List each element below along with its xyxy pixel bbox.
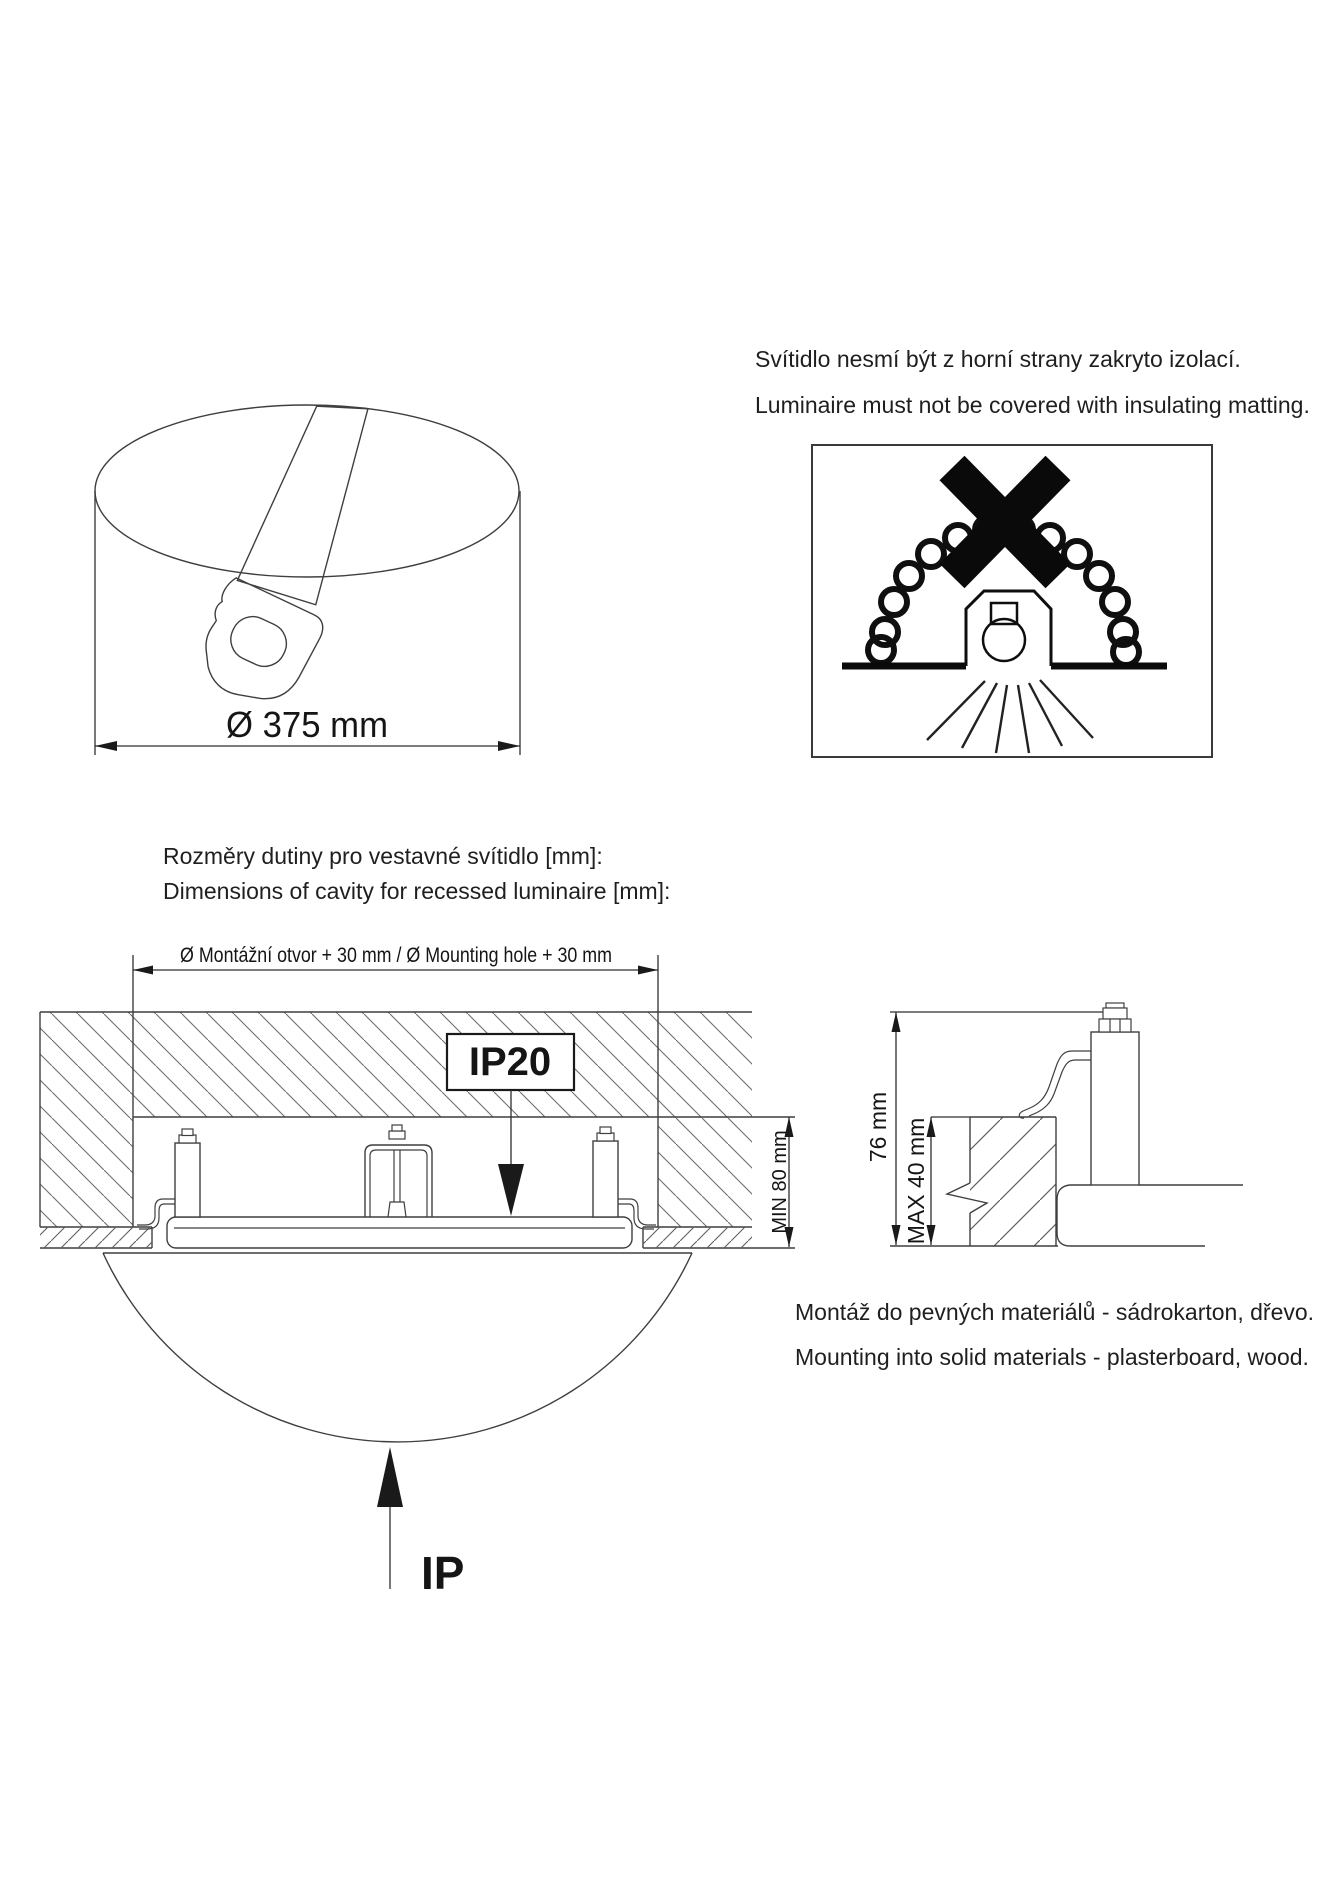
hole-diameter-label: Ø 375 mm <box>226 704 388 745</box>
cut-cylinder <box>95 405 520 755</box>
screw-post-left <box>175 1129 200 1217</box>
insulation-note-cs: Svítidlo nesmí být z horní strany zakryto izolací. <box>755 346 1241 372</box>
luminaire-body <box>103 1125 692 1442</box>
detail-luminaire-body <box>1057 1185 1243 1246</box>
ip20-badge <box>447 1034 574 1216</box>
hand-saw-icon <box>191 383 400 715</box>
ip-label: IP <box>421 1547 465 1599</box>
insulation-note-en: Luminaire must not be covered with insulating matting. <box>755 392 1310 418</box>
ip20-arrow-icon <box>498 1164 524 1216</box>
hole-diameter-dimension <box>95 704 520 751</box>
screw-post-right <box>593 1127 618 1217</box>
mounting-hole-label: Ø Montážní otvor + 30 mm / Ø Mounting hole + 30 mm <box>180 944 612 967</box>
mounting-note-en: Mounting into solid materials - plasterboard, wood. <box>795 1344 1309 1370</box>
centre-bracket <box>365 1125 432 1217</box>
ip-pointer <box>377 1447 464 1599</box>
total-height-label: 76 mm <box>865 1091 891 1163</box>
ip-up-arrow-icon <box>377 1447 403 1507</box>
min-depth-label: MIN 80 mm <box>769 1130 791 1234</box>
ceiling-cross-section <box>25 925 815 1625</box>
mounting-note-cs: Montáž do pevných materiálů - sádrokarton, dřevo. <box>795 1299 1315 1325</box>
detail-spring-clip <box>1019 1051 1091 1118</box>
ip20-label: IP20 <box>468 1040 552 1084</box>
max-board-label: MAX 40 mm <box>903 1117 929 1245</box>
min-depth-dimension <box>769 1117 794 1247</box>
hole-cutting-diagram <box>30 320 550 780</box>
no-insulation-pictogram <box>805 438 1220 768</box>
max-board-dimension <box>903 1117 970 1245</box>
mounting-hole-dimension <box>133 944 658 975</box>
mounting-detail-drawing <box>855 985 1255 1265</box>
glass-dome <box>103 1253 692 1442</box>
cavity-heading-cs: Rozměry dutiny pro vestavné svítidlo [mm]: <box>163 843 603 869</box>
board-section <box>947 1117 1056 1246</box>
ceiling-mass-hatch <box>40 1012 752 1227</box>
cavity-heading-en: Dimensions of cavity for recessed luminaire [mm]: <box>163 878 671 904</box>
detail-screw-post <box>1091 1003 1139 1185</box>
